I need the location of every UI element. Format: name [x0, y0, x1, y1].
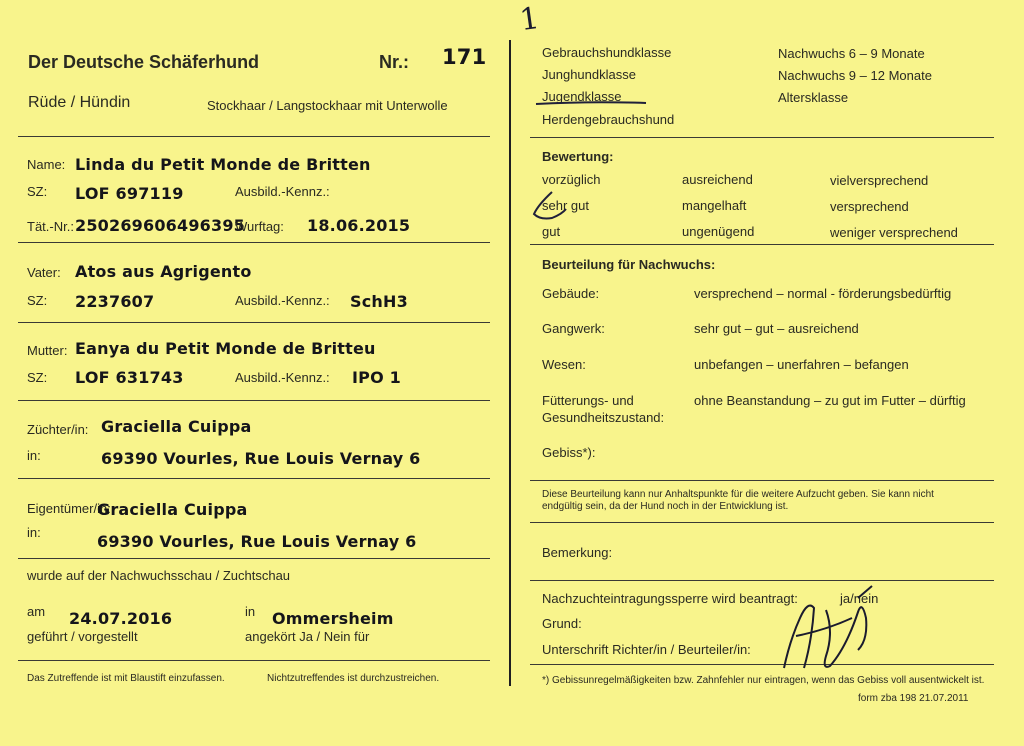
mutter-name: Eanya du Petit Monde de Britteu — [75, 339, 376, 358]
beurteilung-fuetterung-label: Fütterungs- und Gesundheitszustand: — [542, 393, 665, 425]
bewertung-gut: gut — [542, 224, 561, 239]
bewertung-weniger-versprechend: weniger versprechend — [830, 225, 958, 240]
class-nachwuchs-6-9: Nachwuchs 6 – 9 Monate — [778, 46, 925, 61]
sperre-label: Nachzuchteintragungssperre wird beantragt: — [542, 591, 798, 606]
beurteilung-gebaeude-label: Gebäude: — [542, 286, 600, 301]
vater-ausbild: SchH3 — [350, 292, 408, 311]
beurteilung-gebaeude-value: versprechend – normal - förderungsbedürftig — [694, 286, 952, 301]
zuechter-in-label: in: — [27, 448, 41, 463]
dog-taet: 250269606496395 — [75, 216, 245, 235]
disclaimer: Diese Beurteilung kann nur Anhaltspunkte für die weitere Aufzucht geben. Sie kann nicht endgültig sein, da der Hund noch in der Entwicklung ist. — [542, 489, 934, 512]
vater-name: Atos aus Agrigento — [75, 262, 252, 281]
eigentuemer-name: Graciella Cuippa — [97, 500, 248, 519]
nr-label: Nr.: — [379, 52, 410, 72]
angekoert-label: angekört Ja / Nein für — [245, 629, 370, 644]
name-label: Name: — [27, 157, 66, 172]
vater-ausbild-label: Ausbild.-Kennz.: — [235, 293, 330, 308]
am-label: am — [27, 604, 46, 619]
class-alters: Altersklasse — [778, 90, 849, 105]
class-jugend: Jugendklasse — [542, 89, 622, 104]
coat-label: Stockhaar / Langstockhaar mit Unterwolle — [207, 98, 448, 113]
dog-sz: LOF 697119 — [75, 184, 184, 203]
bewertung-ausreichend: ausreichend — [682, 172, 753, 187]
bewertung-vorzueglich: vorzüglich — [542, 172, 601, 187]
eigentuemer-address: 69390 Vourles, Rue Louis Vernay 6 — [97, 532, 417, 551]
checkmark-icon — [534, 192, 566, 219]
sperre-value: ja/nein — [840, 591, 879, 606]
sex-label: Rüde / Hündin — [28, 94, 131, 111]
show-in-label: in — [245, 604, 256, 619]
beurteilung-gangwerk-value: sehr gut – gut – ausreichend — [694, 321, 859, 336]
eigentuemer-in-label: in: — [27, 525, 41, 540]
bewertung-versprechend: versprechend — [830, 199, 909, 214]
beurteilung-wesen-value: unbefangen – unerfahren – befangen — [694, 357, 909, 372]
zuechter-label: Züchter/in: — [27, 422, 89, 437]
class-junghund: Junghundklasse — [542, 67, 636, 82]
dog-name: Linda du Petit Monde de Britten — [75, 155, 371, 174]
beurteilung-gebiss-label: Gebiss*): — [542, 445, 596, 460]
eigentuemer-label: Eigentümer/in: — [27, 501, 111, 516]
class-nachwuchs-9-12: Nachwuchs 9 – 12 Monate — [778, 68, 932, 83]
beurteilung-gangwerk-label: Gangwerk: — [542, 321, 605, 336]
class-gebrauchshund: Gebrauchshundklasse — [542, 45, 672, 60]
class-herdengebrauch: Herdengebrauchshund — [542, 112, 675, 127]
sz-label: SZ: — [27, 184, 48, 199]
jugendklasse-underline — [536, 102, 646, 104]
bewertung-title: Bewertung: — [542, 149, 614, 164]
unterschrift-label: Unterschrift Richter/in / Beurteiler/in: — [542, 642, 751, 657]
strike-mark — [858, 586, 872, 598]
mutter-sz-label: SZ: — [27, 370, 48, 385]
vater-sz: 2237607 — [75, 292, 155, 311]
bewertung-ungenuegend: ungenügend — [682, 224, 755, 239]
beurteilung-title: Beurteilung für Nachwuchs: — [542, 257, 716, 272]
nr-value: 171 — [442, 45, 487, 69]
signature-icon — [784, 606, 866, 668]
show-intro: wurde auf der Nachwuchsschau / Zuchtschau — [27, 568, 291, 583]
vater-label: Vater: — [27, 265, 61, 280]
footnote: *) Gebissunregelmäßigkeiten bzw. Zahnfehler nur eintragen, wenn das Gebiss voll ausentwickelt ist. — [542, 675, 985, 686]
wurftag-label: Wurftag: — [235, 219, 284, 234]
vater-sz-label: SZ: — [27, 293, 48, 308]
breed-title: Der Deutsche Schäferhund — [28, 52, 260, 72]
footer-note-2: Nichtzutreffendes ist durchzustreichen. — [267, 673, 440, 684]
bewertung-mangelhaft: mangelhaft — [682, 198, 747, 213]
beurteilung-wesen-label: Wesen: — [542, 357, 586, 372]
mutter-ausbild: IPO 1 — [352, 368, 401, 387]
mutter-sz: LOF 631743 — [75, 368, 184, 387]
show-date: 24.07.2016 — [69, 609, 173, 628]
zuechter-address: 69390 Vourles, Rue Louis Vernay 6 — [101, 449, 421, 468]
zuechter-name: Graciella Cuippa — [101, 417, 252, 436]
ausbild-label: Ausbild.-Kennz.: — [235, 184, 330, 199]
beurteilung-fuetterung-value: ohne Beanstandung – zu gut im Futter – dürftig — [694, 393, 966, 408]
mutter-label: Mutter: — [27, 343, 68, 358]
form-id: form zba 198 21.07.2011 — [858, 693, 969, 704]
bewertung-vielversprechend: vielversprechend — [830, 173, 929, 188]
show-place: Ommersheim — [272, 609, 394, 628]
handwritten-number: 1 — [517, 0, 542, 39]
gefuehrt-label: geführt / vorgestellt — [27, 629, 138, 644]
bemerkung-label: Bemerkung: — [542, 545, 613, 560]
taet-label: Tät.-Nr.: — [27, 219, 74, 234]
mutter-ausbild-label: Ausbild.-Kennz.: — [235, 370, 330, 385]
grund-label: Grund: — [542, 616, 582, 631]
wurftag-value: 18.06.2015 — [307, 216, 411, 235]
footer-note-1: Das Zutreffende ist mit Blaustift einzufassen. — [27, 673, 225, 684]
bewertung-sehr-gut: sehr gut — [542, 198, 589, 213]
